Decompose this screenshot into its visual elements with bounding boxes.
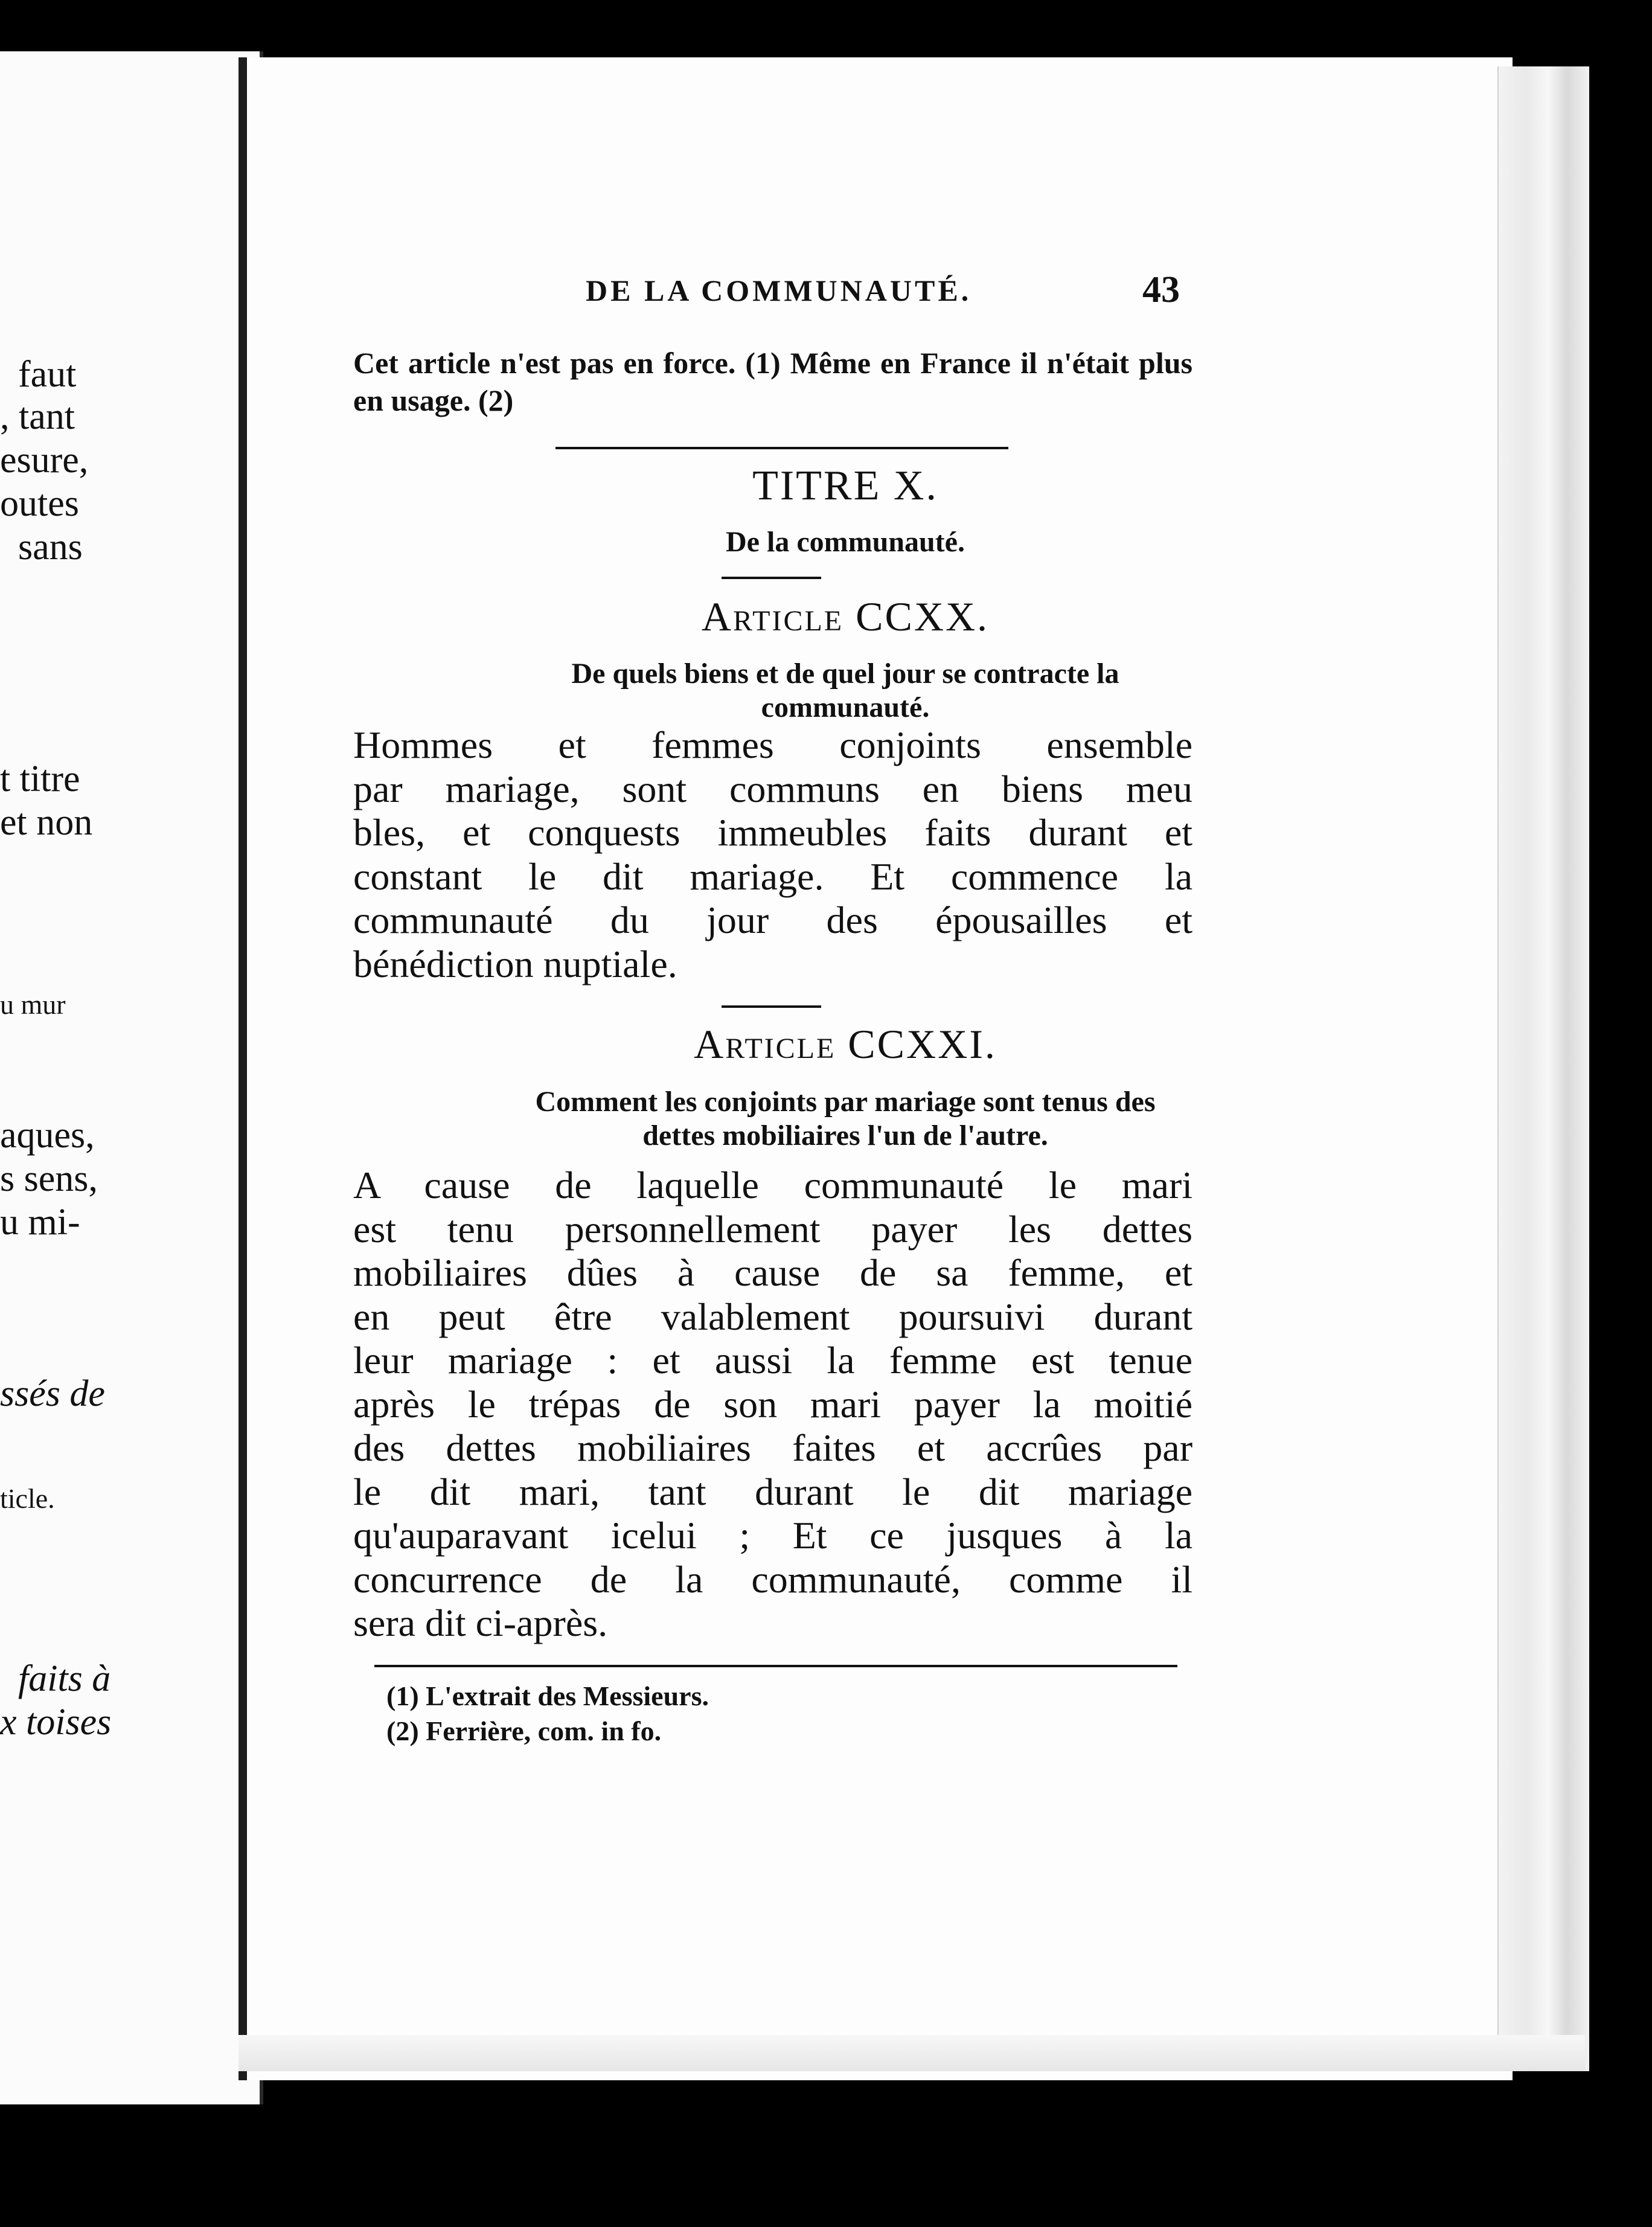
intro-note: Cet article n'est pas en force. (1) Même en France il n'était plus en usage. (2) — [353, 346, 1193, 417]
body-line: est tenu personnellement payer les dettes — [353, 1207, 1193, 1251]
body-line: concurrence de la communauté, comme il — [353, 1557, 1193, 1601]
left-page-text: x toises — [0, 1702, 112, 1743]
body-line: sera dit ci-après. — [353, 1601, 608, 1644]
body-line: qu'auparavant icelui ; Et ce jusques à la — [353, 1514, 1193, 1557]
left-page-text: et non — [0, 802, 93, 843]
left-page-text: ssés de — [0, 1373, 105, 1414]
summary-line: communauté. — [761, 691, 930, 723]
titre-heading: TITRE X. — [752, 463, 938, 509]
body-line: par mariage, sont communs en biens meu — [353, 767, 1193, 810]
summary-line: dettes mobiliaires l'un de l'autre. — [642, 1120, 1048, 1152]
left-page-text: esure, — [0, 440, 89, 481]
body-line: constant le dit mariage. Et commence la — [353, 854, 1193, 898]
body-line: Hommes et femmes conjoints ensemble — [353, 723, 1193, 766]
body-line: leur mariage : et aussi la femme est tenue — [353, 1339, 1193, 1382]
article-heading: Article CCXXI. — [694, 1021, 997, 1067]
page-number: 43 — [1142, 269, 1180, 310]
left-page-text: aques, — [0, 1115, 95, 1156]
running-head: DE LA COMMUNAUTÉ. — [586, 274, 972, 307]
left-page-text: t titre — [0, 758, 80, 799]
article-body — [353, 1164, 1193, 1645]
body-line: A cause de laquelle communauté le mari — [353, 1164, 1193, 1206]
body-line: communauté du jour des épousailles et — [353, 899, 1193, 941]
summary-line: Comment les conjoints par mariage sont tenus des — [535, 1086, 1156, 1118]
body-line: après le trépas de son mari payer la moitié — [353, 1382, 1193, 1426]
left-page-text: , tant — [0, 396, 75, 437]
footnote: (1) L'extrait des Messieurs. — [386, 1681, 709, 1711]
left-page-text: faut — [18, 354, 77, 395]
body-line: bles, et conquests immeubles faits durant et — [353, 811, 1193, 854]
left-page-text: u mi- — [0, 1202, 80, 1243]
article-summary — [411, 1085, 1280, 1153]
left-page-text: sans — [18, 527, 83, 568]
footnote: (2) Ferrière, com. in fo. — [386, 1716, 662, 1746]
short-rule — [722, 1005, 821, 1008]
page-edges — [1497, 66, 1589, 2071]
left-page-fragment — [0, 51, 263, 2104]
section-rule — [555, 447, 1008, 449]
footnote-rule — [374, 1665, 1177, 1667]
article-heading: Article CCXX. — [701, 594, 990, 639]
article-body — [353, 723, 1193, 986]
summary-line: De quels biens et de quel jour se contracte la — [571, 658, 1119, 690]
article-summary — [411, 657, 1280, 725]
left-page-text: outes — [0, 483, 79, 524]
left-page-text: ticle. — [0, 1483, 55, 1514]
left-page-text: u mur — [0, 989, 66, 1020]
body-line: en peut être valablement poursuivi durant — [353, 1295, 1193, 1338]
body-line: le dit mari, tant durant le dit mariage — [353, 1470, 1193, 1513]
body-line: bénédiction nuptiale. — [353, 942, 677, 985]
left-page-text: s sens, — [0, 1158, 98, 1199]
page-bottom-edge — [239, 2035, 1585, 2071]
body-line: mobiliaires dûes à cause de sa femme, et — [353, 1251, 1193, 1294]
body-line: des dettes mobiliaires faites et accrûes par — [353, 1426, 1193, 1469]
short-rule — [722, 577, 821, 579]
left-page-text: faits à — [18, 1658, 111, 1699]
footnotes — [386, 1679, 709, 1749]
titre-subtitle: De la communauté. — [726, 526, 965, 558]
